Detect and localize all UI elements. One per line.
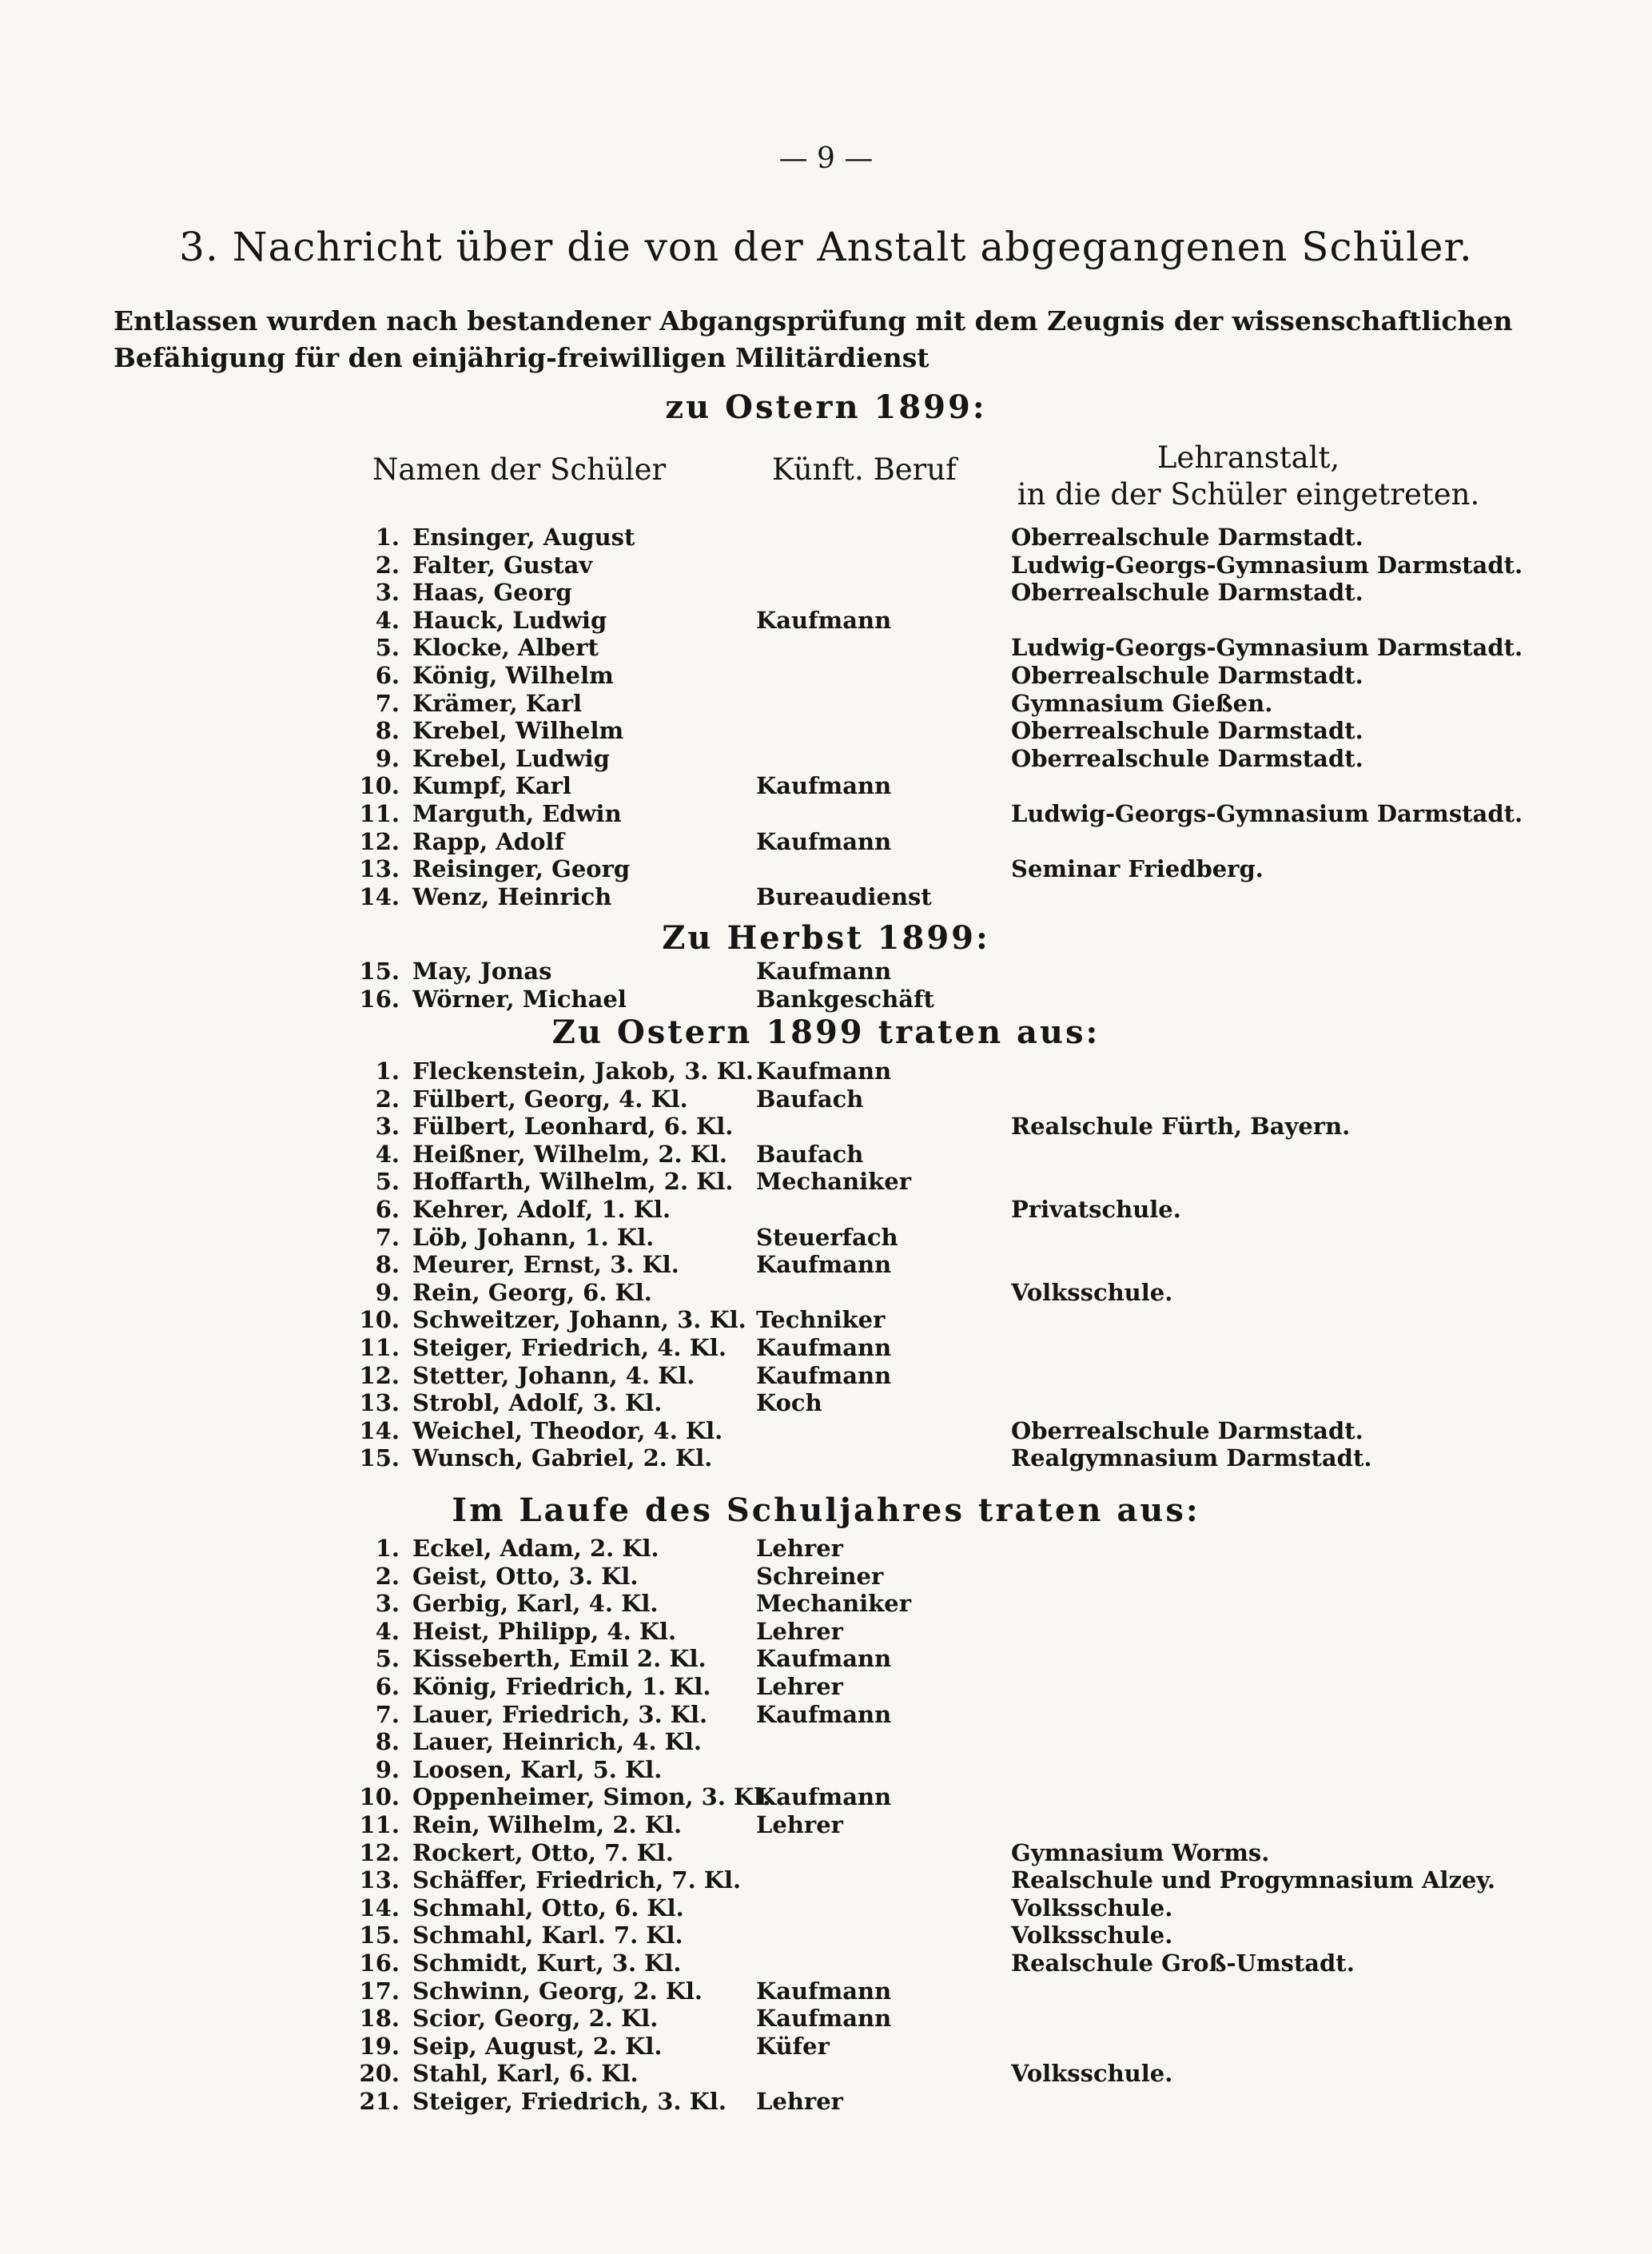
table-row bbox=[0, 1921, 1652, 1950]
school-entered: Ludwig-Georgs-Gymnasium Darmstadt. bbox=[1011, 800, 1523, 827]
student-name: Krebel, Ludwig bbox=[412, 745, 610, 772]
row-number: 5. bbox=[375, 634, 400, 661]
student-name: Schäffer, Friedrich, 7. Kl. bbox=[412, 1866, 742, 1894]
table-row bbox=[0, 1306, 1652, 1335]
student-name: Wörner, Michael bbox=[412, 986, 627, 1013]
row-number: 15. bbox=[359, 1444, 400, 1471]
row-number: 16. bbox=[359, 986, 400, 1013]
school-entered: Oberrealschule Darmstadt. bbox=[1011, 524, 1363, 551]
future-occupation: Lehrer bbox=[756, 1618, 843, 1645]
table-row bbox=[0, 1839, 1652, 1868]
table-row bbox=[0, 1168, 1652, 1197]
future-occupation: Baufach bbox=[756, 1085, 864, 1113]
section-heading: Zu Herbst 1899: bbox=[662, 919, 990, 957]
student-name: May, Jonas bbox=[412, 958, 552, 985]
school-entered: Ludwig-Georgs-Gymnasium Darmstadt. bbox=[1011, 634, 1523, 661]
table-row bbox=[0, 986, 1652, 1014]
table-row bbox=[0, 800, 1652, 829]
row-number: 6. bbox=[375, 1673, 400, 1700]
table-row bbox=[0, 1057, 1652, 1086]
row-number: 3. bbox=[375, 1590, 400, 1617]
row-number: 12. bbox=[359, 1362, 400, 1389]
student-name: Rapp, Adolf bbox=[412, 828, 564, 855]
student-name: Lauer, Friedrich, 3. Kl. bbox=[412, 1701, 708, 1728]
row-number: 4. bbox=[375, 607, 400, 634]
student-name: Kumpf, Karl bbox=[412, 772, 571, 799]
table-row bbox=[0, 1113, 1652, 1141]
row-number: 17. bbox=[359, 1977, 400, 2005]
table-row bbox=[0, 1535, 1652, 1563]
section-heading: Im Laufe des Schuljahres traten aus: bbox=[452, 1491, 1200, 1529]
student-name: Wunsch, Gabriel, 2. Kl. bbox=[412, 1444, 713, 1471]
table-row bbox=[0, 1618, 1652, 1647]
row-number: 2. bbox=[375, 1085, 400, 1113]
table-row bbox=[0, 958, 1652, 986]
table-row bbox=[0, 1949, 1652, 1978]
table-row bbox=[0, 690, 1652, 719]
student-name: Seip, August, 2. Kl. bbox=[412, 2033, 663, 2060]
table-row bbox=[0, 1894, 1652, 1923]
header-occupation: Künft. Beruf bbox=[772, 452, 957, 487]
student-name: Hoffarth, Wilhelm, 2. Kl. bbox=[412, 1168, 734, 1195]
student-name: Falter, Gustav bbox=[412, 552, 593, 579]
row-number: 15. bbox=[359, 958, 400, 985]
school-entered: Volksschule. bbox=[1011, 1279, 1173, 1306]
row-number: 8. bbox=[375, 1728, 400, 1755]
student-name: Steiger, Friedrich, 3. Kl. bbox=[412, 2088, 726, 2115]
future-occupation: Schreiner bbox=[756, 1563, 884, 1590]
table-row bbox=[0, 1783, 1652, 1812]
student-name: Fleckenstein, Jakob, 3. Kl. bbox=[412, 1057, 754, 1085]
row-number: 2. bbox=[375, 552, 400, 579]
table-row bbox=[0, 634, 1652, 663]
school-entered: Volksschule. bbox=[1011, 1894, 1173, 1921]
table-row bbox=[0, 1590, 1652, 1619]
table-row bbox=[0, 1701, 1652, 1730]
student-name: Rockert, Otto, 7. Kl. bbox=[412, 1839, 674, 1866]
future-occupation: Lehrer bbox=[756, 2088, 843, 2115]
school-entered: Gymnasium Gießen. bbox=[1011, 690, 1273, 717]
row-number: 1. bbox=[375, 1535, 400, 1562]
row-number: 7. bbox=[375, 690, 400, 717]
school-entered: Seminar Friedberg. bbox=[1011, 855, 1264, 882]
student-name: Oppenheimer, Simon, 3. Kl. bbox=[412, 1783, 771, 1810]
school-entered: Realschule Groß-Umstadt. bbox=[1011, 1949, 1355, 1977]
student-name: Reisinger, Georg bbox=[412, 855, 631, 882]
row-number: 8. bbox=[375, 717, 400, 744]
table-row bbox=[0, 2005, 1652, 2033]
school-entered: Realschule und Progymnasium Alzey. bbox=[1011, 1866, 1495, 1894]
row-number: 13. bbox=[359, 855, 400, 882]
row-number: 13. bbox=[359, 1866, 400, 1894]
student-name: Klocke, Albert bbox=[412, 634, 599, 661]
row-number: 11. bbox=[359, 800, 400, 827]
row-number: 5. bbox=[375, 1168, 400, 1195]
student-name: Schmidt, Kurt, 3. Kl. bbox=[412, 1949, 682, 1977]
header-school-line-2: in die der Schüler eingetreten. bbox=[1017, 477, 1480, 512]
future-occupation: Küfer bbox=[756, 2033, 830, 2060]
table-row bbox=[0, 1645, 1652, 1674]
table-row bbox=[0, 1977, 1652, 2006]
school-entered: Ludwig-Georgs-Gymnasium Darmstadt. bbox=[1011, 552, 1523, 579]
student-name: Fülbert, Georg, 4. Kl. bbox=[412, 1085, 688, 1113]
future-occupation: Kaufmann bbox=[756, 958, 892, 985]
row-number: 7. bbox=[375, 1224, 400, 1251]
row-number: 9. bbox=[375, 1279, 400, 1306]
future-occupation: Mechaniker bbox=[756, 1168, 912, 1195]
table-row bbox=[0, 1444, 1652, 1473]
table-row bbox=[0, 1417, 1652, 1446]
future-occupation: Techniker bbox=[756, 1306, 886, 1333]
row-number: 20. bbox=[359, 2060, 400, 2087]
row-number: 6. bbox=[375, 1196, 400, 1223]
intro-line-1: Entlassen wurden nach bestandener Abgangsprüfung mit dem Zeugnis der wissenschaftlichen bbox=[113, 305, 1513, 337]
table-row bbox=[0, 855, 1652, 884]
future-occupation: Kaufmann bbox=[756, 1334, 892, 1361]
table-row bbox=[0, 745, 1652, 774]
table-row bbox=[0, 579, 1652, 607]
future-occupation: Kaufmann bbox=[756, 1057, 892, 1085]
row-number: 3. bbox=[375, 1113, 400, 1140]
row-number: 19. bbox=[359, 2033, 400, 2060]
future-occupation: Kaufmann bbox=[756, 772, 892, 799]
school-entered: Oberrealschule Darmstadt. bbox=[1011, 717, 1363, 744]
student-name: Schweitzer, Johann, 3. Kl. bbox=[412, 1306, 746, 1333]
row-number: 15. bbox=[359, 1921, 400, 1949]
student-name: Scior, Georg, 2. Kl. bbox=[412, 2005, 659, 2032]
student-name: Stetter, Johann, 4. Kl. bbox=[412, 1362, 695, 1389]
future-occupation: Mechaniker bbox=[756, 1590, 912, 1617]
row-number: 4. bbox=[375, 1618, 400, 1645]
student-name: Kehrer, Adolf, 1. Kl. bbox=[412, 1196, 671, 1223]
school-entered: Oberrealschule Darmstadt. bbox=[1011, 1417, 1363, 1444]
table-row bbox=[0, 1224, 1652, 1252]
school-entered: Gymnasium Worms. bbox=[1011, 1839, 1270, 1866]
row-number: 1. bbox=[375, 524, 400, 551]
row-number: 18. bbox=[359, 2005, 400, 2032]
header-school-line-1: Lehranstalt, bbox=[1156, 440, 1340, 475]
student-name: Meurer, Ernst, 3. Kl. bbox=[412, 1251, 679, 1278]
future-occupation: Kaufmann bbox=[756, 1701, 892, 1728]
table-row bbox=[0, 1866, 1652, 1895]
future-occupation: Kaufmann bbox=[756, 2005, 892, 2032]
row-number: 5. bbox=[375, 1645, 400, 1672]
table-row bbox=[0, 524, 1652, 552]
row-number: 2. bbox=[375, 1563, 400, 1590]
future-occupation: Kaufmann bbox=[756, 828, 892, 855]
row-number: 13. bbox=[359, 1389, 400, 1416]
student-name: Lauer, Heinrich, 4. Kl. bbox=[412, 1728, 702, 1755]
table-row bbox=[0, 1196, 1652, 1225]
future-occupation: Lehrer bbox=[756, 1811, 843, 1838]
table-row bbox=[0, 2060, 1652, 2089]
future-occupation: Steuerfach bbox=[756, 1224, 898, 1251]
student-name: Schwinn, Georg, 2. Kl. bbox=[412, 1977, 703, 2005]
school-entered: Realgymnasium Darmstadt. bbox=[1011, 1444, 1372, 1471]
student-name: Schmahl, Karl. 7. Kl. bbox=[412, 1921, 683, 1949]
future-occupation: Bankgeschäft bbox=[756, 986, 934, 1013]
row-number: 4. bbox=[375, 1141, 400, 1168]
student-name: Krämer, Karl bbox=[412, 690, 583, 717]
student-name: Loosen, Karl, 5. Kl. bbox=[412, 1756, 663, 1783]
future-occupation: Kaufmann bbox=[756, 607, 892, 634]
student-name: Haas, Georg bbox=[412, 579, 572, 606]
school-entered: Volksschule. bbox=[1011, 1921, 1173, 1949]
row-number: 14. bbox=[359, 1894, 400, 1921]
school-entered: Oberrealschule Darmstadt. bbox=[1011, 745, 1363, 772]
table-row bbox=[0, 1362, 1652, 1391]
student-name: Fülbert, Leonhard, 6. Kl. bbox=[412, 1113, 734, 1140]
table-row bbox=[0, 1563, 1652, 1591]
student-name: Steiger, Friedrich, 4. Kl. bbox=[412, 1334, 726, 1361]
future-occupation: Kaufmann bbox=[756, 1251, 892, 1278]
future-occupation: Bureaudienst bbox=[756, 883, 932, 910]
table-row bbox=[0, 1334, 1652, 1363]
school-entered: Oberrealschule Darmstadt. bbox=[1011, 579, 1363, 606]
row-number: 11. bbox=[359, 1334, 400, 1361]
future-occupation: Kaufmann bbox=[756, 1977, 892, 2005]
future-occupation: Kaufmann bbox=[756, 1783, 892, 1810]
table-row bbox=[0, 2088, 1652, 2117]
table-row bbox=[0, 552, 1652, 580]
student-name: Kisseberth, Emil 2. Kl. bbox=[412, 1645, 707, 1672]
row-number: 10. bbox=[359, 1306, 400, 1333]
table-row bbox=[0, 828, 1652, 857]
future-occupation: Baufach bbox=[756, 1141, 864, 1168]
student-name: Rein, Wilhelm, 2. Kl. bbox=[412, 1811, 683, 1838]
future-occupation: Lehrer bbox=[756, 1673, 843, 1700]
student-name: Hauck, Ludwig bbox=[412, 607, 607, 634]
future-occupation: Kaufmann bbox=[756, 1362, 892, 1389]
table-row bbox=[0, 1279, 1652, 1308]
table-row bbox=[0, 1728, 1652, 1757]
student-name: Stahl, Karl, 6. Kl. bbox=[412, 2060, 639, 2087]
row-number: 3. bbox=[375, 579, 400, 606]
school-entered: Oberrealschule Darmstadt. bbox=[1011, 662, 1363, 689]
table-row bbox=[0, 1389, 1652, 1418]
school-entered: Volksschule. bbox=[1011, 2060, 1173, 2087]
table-row bbox=[0, 1673, 1652, 1702]
future-occupation: Kaufmann bbox=[756, 1645, 892, 1672]
row-number: 9. bbox=[375, 1756, 400, 1783]
row-number: 14. bbox=[359, 1417, 400, 1444]
student-name: Löb, Johann, 1. Kl. bbox=[412, 1224, 655, 1251]
student-name: Geist, Otto, 3. Kl. bbox=[412, 1563, 639, 1590]
intro-line-2: Befähigung für den einjährig-freiwilligen Militärdienst bbox=[113, 342, 929, 373]
header-names: Namen der Schüler bbox=[372, 452, 667, 487]
row-number: 7. bbox=[375, 1701, 400, 1728]
row-number: 12. bbox=[359, 1839, 400, 1866]
student-name: Marguth, Edwin bbox=[412, 800, 622, 827]
page-number: — 9 — bbox=[778, 142, 874, 175]
student-name: König, Wilhelm bbox=[412, 662, 614, 689]
table-row bbox=[0, 1251, 1652, 1280]
table-row bbox=[0, 662, 1652, 691]
row-number: 11. bbox=[359, 1811, 400, 1838]
student-name: Rein, Georg, 6. Kl. bbox=[412, 1279, 652, 1306]
section-heading: Zu Ostern 1899 traten aus: bbox=[551, 1014, 1101, 1051]
future-occupation: Koch bbox=[756, 1389, 822, 1416]
row-number: 6. bbox=[375, 662, 400, 689]
student-name: Gerbig, Karl, 4. Kl. bbox=[412, 1590, 659, 1617]
future-occupation: Lehrer bbox=[756, 1535, 843, 1562]
student-name: Schmahl, Otto, 6. Kl. bbox=[412, 1894, 684, 1921]
row-number: 16. bbox=[359, 1949, 400, 1977]
row-number: 8. bbox=[375, 1251, 400, 1278]
row-number: 10. bbox=[359, 772, 400, 799]
table-row bbox=[0, 2033, 1652, 2061]
table-row bbox=[0, 1141, 1652, 1169]
student-name: Eckel, Adam, 2. Kl. bbox=[412, 1535, 659, 1562]
row-number: 10. bbox=[359, 1783, 400, 1810]
student-name: Ensinger, August bbox=[412, 524, 635, 551]
row-number: 21. bbox=[359, 2088, 400, 2115]
row-number: 9. bbox=[375, 745, 400, 772]
student-name: Krebel, Wilhelm bbox=[412, 717, 624, 744]
page-title: 3. Nachricht über die von der Anstalt abgegangenen Schüler. bbox=[179, 224, 1473, 270]
school-entered: Realschule Fürth, Bayern. bbox=[1011, 1113, 1351, 1140]
student-name: Heißner, Wilhelm, 2. Kl. bbox=[412, 1141, 728, 1168]
table-row bbox=[0, 607, 1652, 635]
table-row bbox=[0, 772, 1652, 801]
section-heading: zu Ostern 1899: bbox=[665, 388, 987, 426]
row-number: 12. bbox=[359, 828, 400, 855]
table-row bbox=[0, 883, 1652, 912]
row-number: 1. bbox=[375, 1057, 400, 1085]
row-number: 14. bbox=[359, 883, 400, 910]
student-name: Weichel, Theodor, 4. Kl. bbox=[412, 1417, 723, 1444]
table-row bbox=[0, 1811, 1652, 1840]
table-row bbox=[0, 717, 1652, 746]
student-name: König, Friedrich, 1. Kl. bbox=[412, 1673, 711, 1700]
table-row bbox=[0, 1085, 1652, 1114]
student-name: Heist, Philipp, 4. Kl. bbox=[412, 1618, 677, 1645]
student-name: Strobl, Adolf, 3. Kl. bbox=[412, 1389, 663, 1416]
student-name: Wenz, Heinrich bbox=[412, 883, 612, 910]
table-row bbox=[0, 1756, 1652, 1785]
school-entered: Privatschule. bbox=[1011, 1196, 1181, 1223]
